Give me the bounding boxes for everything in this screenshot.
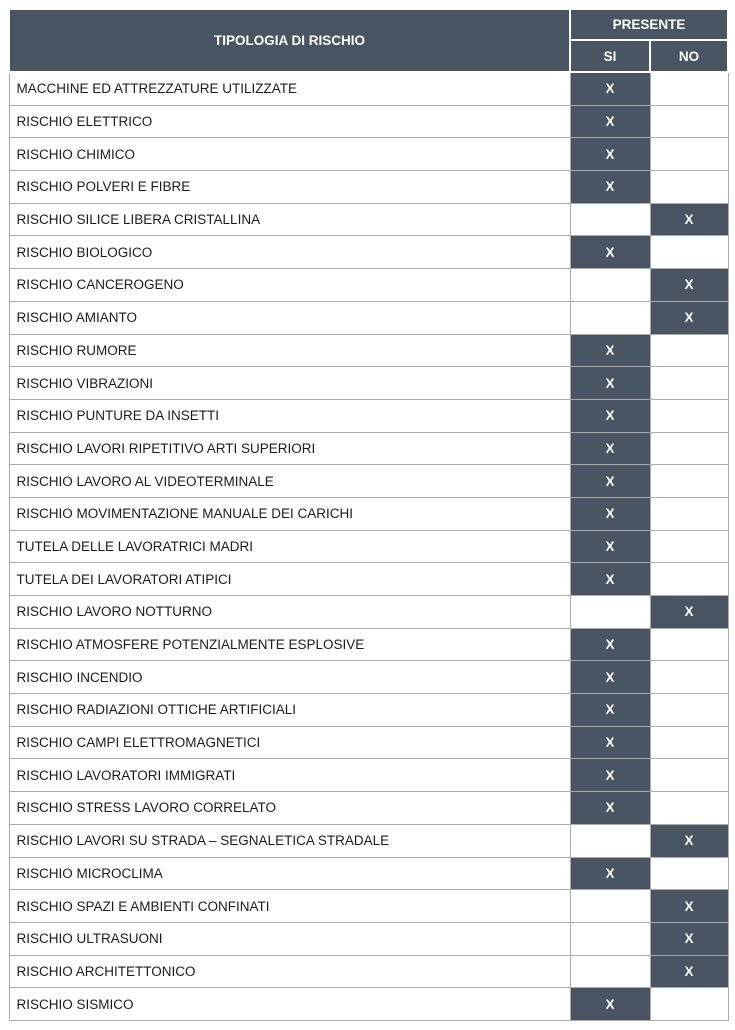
si-cell: X (570, 759, 650, 792)
no-cell: X (650, 269, 728, 302)
risk-label: TUTELA DEI LAVORATORI ATIPICI (9, 563, 570, 596)
risk-label: RISCHIO ULTRASUONI (9, 922, 570, 955)
risk-label: RISCHIO MOVIMENTAZIONE MANUALE DEI CARICHI (9, 497, 570, 530)
risk-label: RISCHIO INCENDIO (9, 661, 570, 694)
no-cell: X (650, 922, 728, 955)
table-row (9, 890, 728, 923)
risk-label: RISCHIO PUNTURE DA INSETTI (9, 399, 570, 432)
no-cell (650, 105, 728, 138)
si-cell: X (570, 694, 650, 727)
risk-label: RISCHIO CAMPI ELETTROMAGNETICI (9, 726, 570, 759)
no-cell (650, 694, 728, 727)
no-cell (650, 367, 728, 400)
table-row (9, 497, 728, 530)
si-cell: X (570, 530, 650, 563)
column-header-presente: PRESENTE (570, 9, 728, 40)
table-row (9, 661, 728, 694)
no-cell: X (650, 955, 728, 988)
si-cell: X (570, 563, 650, 596)
table-row (9, 105, 728, 138)
risk-label: TUTELA DELLE LAVORATRICI MADRI (9, 530, 570, 563)
table-row (9, 792, 728, 825)
si-cell: X (570, 432, 650, 465)
no-cell: X (650, 203, 728, 236)
si-cell: X (570, 857, 650, 890)
table-row (9, 988, 728, 1021)
risk-label: RISCHIO BIOLOGICO (9, 236, 570, 269)
si-cell (570, 203, 650, 236)
risk-label: RISCHIO RADIAZIONI OTTICHE ARTIFICIALI (9, 694, 570, 727)
no-cell (650, 792, 728, 825)
si-cell: X (570, 792, 650, 825)
no-cell (650, 661, 728, 694)
si-cell: X (570, 236, 650, 269)
risk-label: RISCHIO LAVORI SU STRADA – SEGNALETICA STRADALE (9, 824, 570, 857)
risk-table-header (9, 9, 728, 72)
no-cell (650, 497, 728, 530)
risk-table (8, 8, 729, 1021)
risk-label: RISCHIO AMIANTO (9, 301, 570, 334)
table-row (9, 269, 728, 302)
si-cell (570, 955, 650, 988)
table-row (9, 432, 728, 465)
no-cell (650, 236, 728, 269)
no-cell (650, 432, 728, 465)
table-row (9, 759, 728, 792)
no-cell (650, 628, 728, 661)
si-cell: X (570, 497, 650, 530)
risk-label: RISCHIO LAVORATORI IMMIGRATI (9, 759, 570, 792)
si-cell (570, 890, 650, 923)
no-cell (650, 334, 728, 367)
risk-label: RISCHIO SILICE LIBERA CRISTALLINA (9, 203, 570, 236)
si-cell: X (570, 105, 650, 138)
table-row (9, 530, 728, 563)
risk-label: RISCHIO VIBRAZIONI (9, 367, 570, 400)
si-cell (570, 301, 650, 334)
risk-label: MACCHINE ED ATTREZZATURE UTILIZZATE (9, 72, 570, 105)
table-row (9, 465, 728, 498)
si-cell (570, 824, 650, 857)
table-row (9, 367, 728, 400)
table-row (9, 563, 728, 596)
column-header-no: NO (650, 40, 728, 72)
no-cell (650, 857, 728, 890)
no-cell: X (650, 596, 728, 629)
column-header-si: SI (570, 40, 650, 72)
table-row (9, 138, 728, 171)
risk-label: RISCHIO ARCHITETTONICO (9, 955, 570, 988)
si-cell (570, 596, 650, 629)
si-cell: X (570, 628, 650, 661)
si-cell: X (570, 661, 650, 694)
table-row (9, 301, 728, 334)
table-row (9, 955, 728, 988)
risk-label: RISCHIO LAVORO AL VIDEOTERMINALE (9, 465, 570, 498)
risk-label: RISCHIO ATMOSFERE POTENZIALMENTE ESPLOSIVE (9, 628, 570, 661)
no-cell (650, 72, 728, 105)
no-cell: X (650, 890, 728, 923)
table-row (9, 334, 728, 367)
table-row (9, 922, 728, 955)
risk-label: RISCHIO ELETTRICO (9, 105, 570, 138)
no-cell (650, 138, 728, 171)
risk-label: RISCHIO POLVERI E FIBRE (9, 171, 570, 204)
no-cell: X (650, 824, 728, 857)
no-cell (650, 465, 728, 498)
no-cell (650, 563, 728, 596)
table-row (9, 596, 728, 629)
table-row (9, 857, 728, 890)
no-cell (650, 530, 728, 563)
table-row (9, 171, 728, 204)
si-cell: X (570, 334, 650, 367)
si-cell: X (570, 465, 650, 498)
si-cell: X (570, 138, 650, 171)
risk-label: RISCHIO CHIMICO (9, 138, 570, 171)
si-cell: X (570, 367, 650, 400)
si-cell: X (570, 399, 650, 432)
no-cell: X (650, 301, 728, 334)
risk-label: RISCHIO LAVORO NOTTURNO (9, 596, 570, 629)
table-row (9, 726, 728, 759)
si-cell (570, 269, 650, 302)
table-row (9, 824, 728, 857)
risk-label: RISCHIO STRESS LAVORO CORRELATO (9, 792, 570, 825)
table-row (9, 628, 728, 661)
no-cell (650, 171, 728, 204)
risk-label: RISCHIO SISMICO (9, 988, 570, 1021)
no-cell (650, 726, 728, 759)
table-row (9, 694, 728, 727)
si-cell: X (570, 72, 650, 105)
table-row (9, 399, 728, 432)
no-cell (650, 988, 728, 1021)
si-cell: X (570, 171, 650, 204)
table-row (9, 236, 728, 269)
table-row (9, 72, 728, 105)
si-cell (570, 922, 650, 955)
no-cell (650, 759, 728, 792)
risk-label: RISCHIO RUMORE (9, 334, 570, 367)
risk-label: RISCHIO LAVORI RIPETITIVO ARTI SUPERIORI (9, 432, 570, 465)
column-header-tipologia-di-rischio: TIPOLOGIA DI RISCHIO (9, 9, 570, 72)
risk-label: RISCHIO SPAZI E AMBIENTI CONFINATI (9, 890, 570, 923)
risk-table-body (9, 72, 728, 1020)
table-row (9, 203, 728, 236)
no-cell (650, 399, 728, 432)
risk-label: RISCHIO CANCEROGENO (9, 269, 570, 302)
si-cell: X (570, 726, 650, 759)
si-cell: X (570, 988, 650, 1021)
risk-label: RISCHIO MICROCLIMA (9, 857, 570, 890)
